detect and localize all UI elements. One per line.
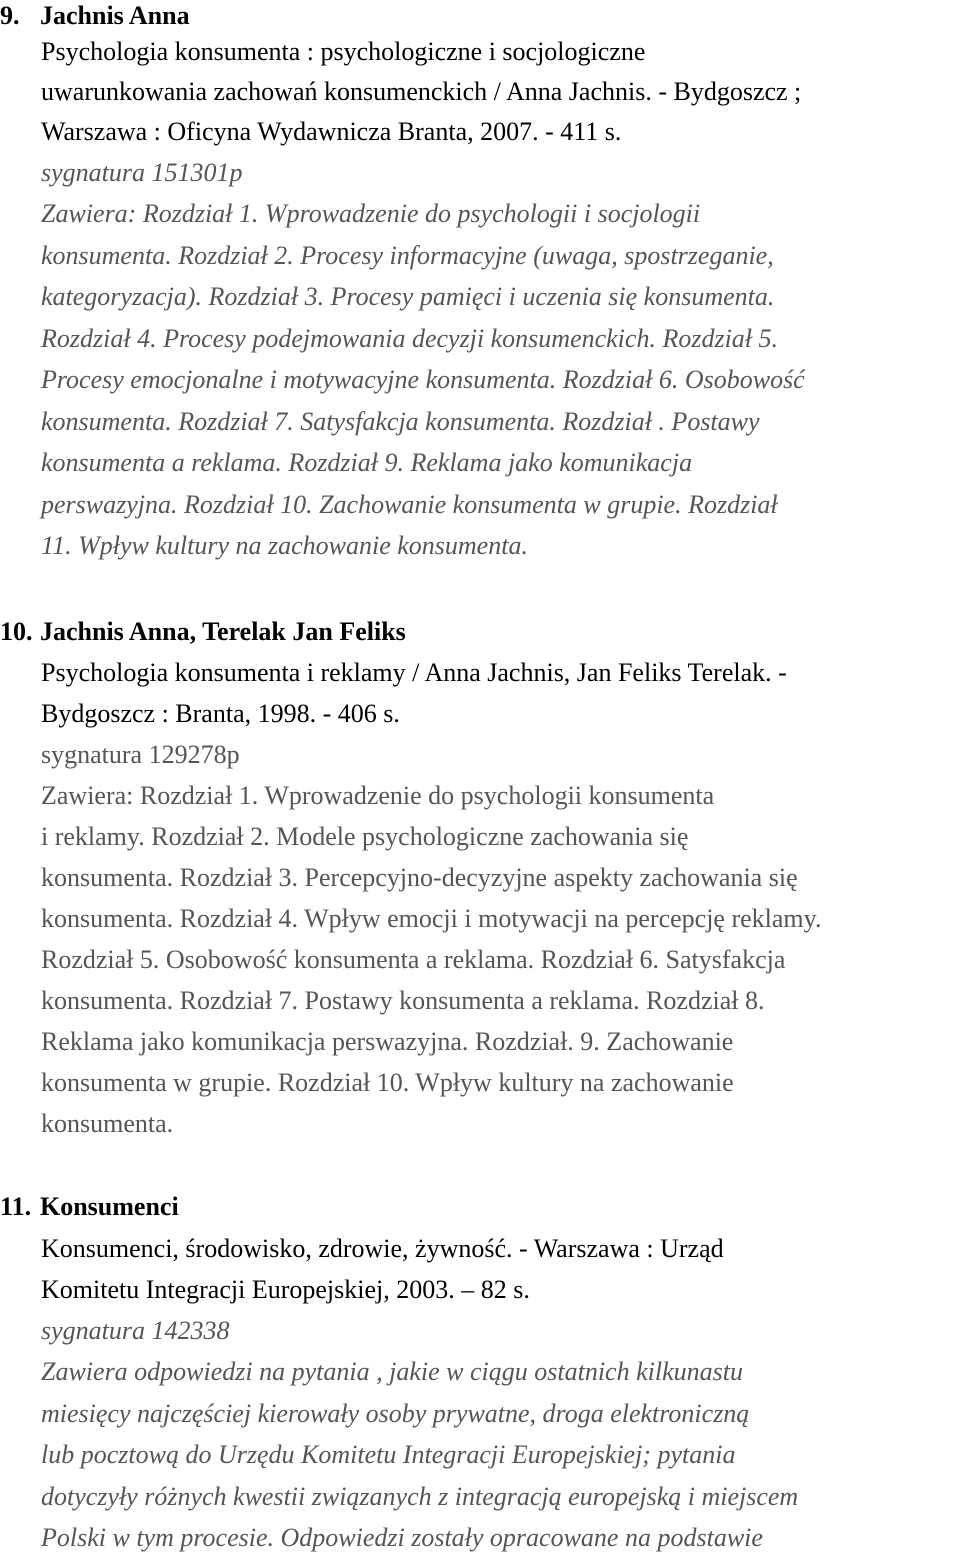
contents-line: Polski w tym procesie. Odpowiedzi zostały opracowane na podstawie bbox=[41, 1523, 763, 1552]
contents-line: perswazyjna. Rozdział 10. Zachowanie konsumenta w grupie. Rozdział bbox=[41, 490, 778, 519]
contents-line: 11. Wpływ kultury na zachowanie konsumenta. bbox=[41, 531, 528, 560]
contents-line: konsumenta w grupie. Rozdział 10. Wpływ kultury na zachowanie bbox=[41, 1068, 734, 1097]
bibliography-entry bbox=[0, 1187, 960, 1552]
bibliography-entry bbox=[0, 612, 960, 1138]
contents-line: konsumenta. bbox=[41, 1109, 174, 1138]
entry-heading bbox=[0, 0, 960, 36]
description-line: Bydgoszcz : Branta, 1998. - 406 s. bbox=[41, 699, 400, 728]
contents-line: lub pocztową do Urzędu Komitetu Integracji Europejskiej; pytania bbox=[41, 1440, 736, 1469]
contents-line: kategoryzacja). Rozdział 3. Procesy pamięci i uczenia się konsumenta. bbox=[41, 282, 775, 311]
entry-number: 10. bbox=[0, 617, 33, 646]
entry-author: Jachnis Anna bbox=[40, 1, 190, 30]
description-line: uwarunkowania zachowań konsumenckich / Anna Jachnis. - Bydgoszcz ; bbox=[41, 77, 802, 106]
description-line: Psychologia konsumenta : psychologiczne i socjologiczne bbox=[41, 37, 646, 66]
contents-line: Zawiera: Rozdział 1. Wprowadzenie do psychologii konsumenta bbox=[41, 781, 715, 810]
contents-line: konsumenta. Rozdział 3. Percepcyjno-decyzyjne aspekty zachowania się bbox=[41, 863, 798, 892]
entry-heading bbox=[0, 612, 960, 652]
bibliography-entry bbox=[0, 0, 960, 560]
signature: sygnatura 129278p bbox=[41, 740, 240, 769]
description-line: Konsumenci, środowisko, zdrowie, żywność. - Warszawa : Urząd bbox=[41, 1234, 724, 1263]
contents-line: Zawiera: Rozdział 1. Wprowadzenie do psychologii i socjologii bbox=[41, 199, 701, 228]
contents-line: Reklama jako komunikacja perswazyjna. Rozdział. 9. Zachowanie bbox=[41, 1027, 734, 1056]
contents-line: konsumenta a reklama. Rozdział 9. Reklama jako komunikacja bbox=[41, 448, 693, 477]
contents-line: dotyczyły różnych kwestii związanych z integracją europejską i miejscem bbox=[41, 1482, 799, 1511]
description-line: Warszawa : Oficyna Wydawnicza Branta, 2007. - 411 s. bbox=[41, 117, 622, 146]
contents-line: konsumenta. Rozdział 2. Procesy informacyjne (uwaga, spostrzeganie, bbox=[41, 241, 774, 270]
contents-line: Procesy emocjonalne i motywacyjne konsumenta. Rozdział 6. Osobowość bbox=[41, 365, 805, 394]
contents-line: konsumenta. Rozdział 7. Satysfakcja konsumenta. Rozdział . Postawy bbox=[41, 407, 760, 436]
contents-line: Rozdział 4. Procesy podejmowania decyzji konsumenckich. Rozdział 5. bbox=[41, 324, 779, 353]
entry-author: Konsumenci bbox=[40, 1192, 179, 1221]
contents-line: konsumenta. Rozdział 4. Wpływ emocji i motywacji na percepcję reklamy. bbox=[41, 904, 822, 933]
signature: sygnatura 151301p bbox=[41, 158, 243, 187]
description-line: Psychologia konsumenta i reklamy / Anna Jachnis, Jan Feliks Terelak. - bbox=[41, 658, 787, 687]
contents-line: Zawiera odpowiedzi na pytania , jakie w ciągu ostatnich kilkunastu bbox=[41, 1357, 743, 1386]
contents-line: Rozdział 5. Osobowość konsumenta a reklama. Rozdział 6. Satysfakcja bbox=[41, 945, 786, 974]
contents-line: konsumenta. Rozdział 7. Postawy konsumenta a reklama. Rozdział 8. bbox=[41, 986, 765, 1015]
entry-number: 9. bbox=[0, 1, 20, 30]
entry-number: 11. bbox=[0, 1192, 32, 1221]
description-line: Komitetu Integracji Europejskiej, 2003. – 82 s. bbox=[41, 1275, 530, 1304]
contents-line: miesięcy najczęściej kierowały osoby prywatne, droga elektroniczną bbox=[41, 1399, 750, 1428]
entry-author: Jachnis Anna, Terelak Jan Feliks bbox=[40, 617, 406, 646]
signature: sygnatura 142338 bbox=[41, 1316, 230, 1345]
entry-heading bbox=[0, 1187, 960, 1227]
contents-line: i reklamy. Rozdział 2. Modele psychologiczne zachowania się bbox=[41, 822, 689, 851]
